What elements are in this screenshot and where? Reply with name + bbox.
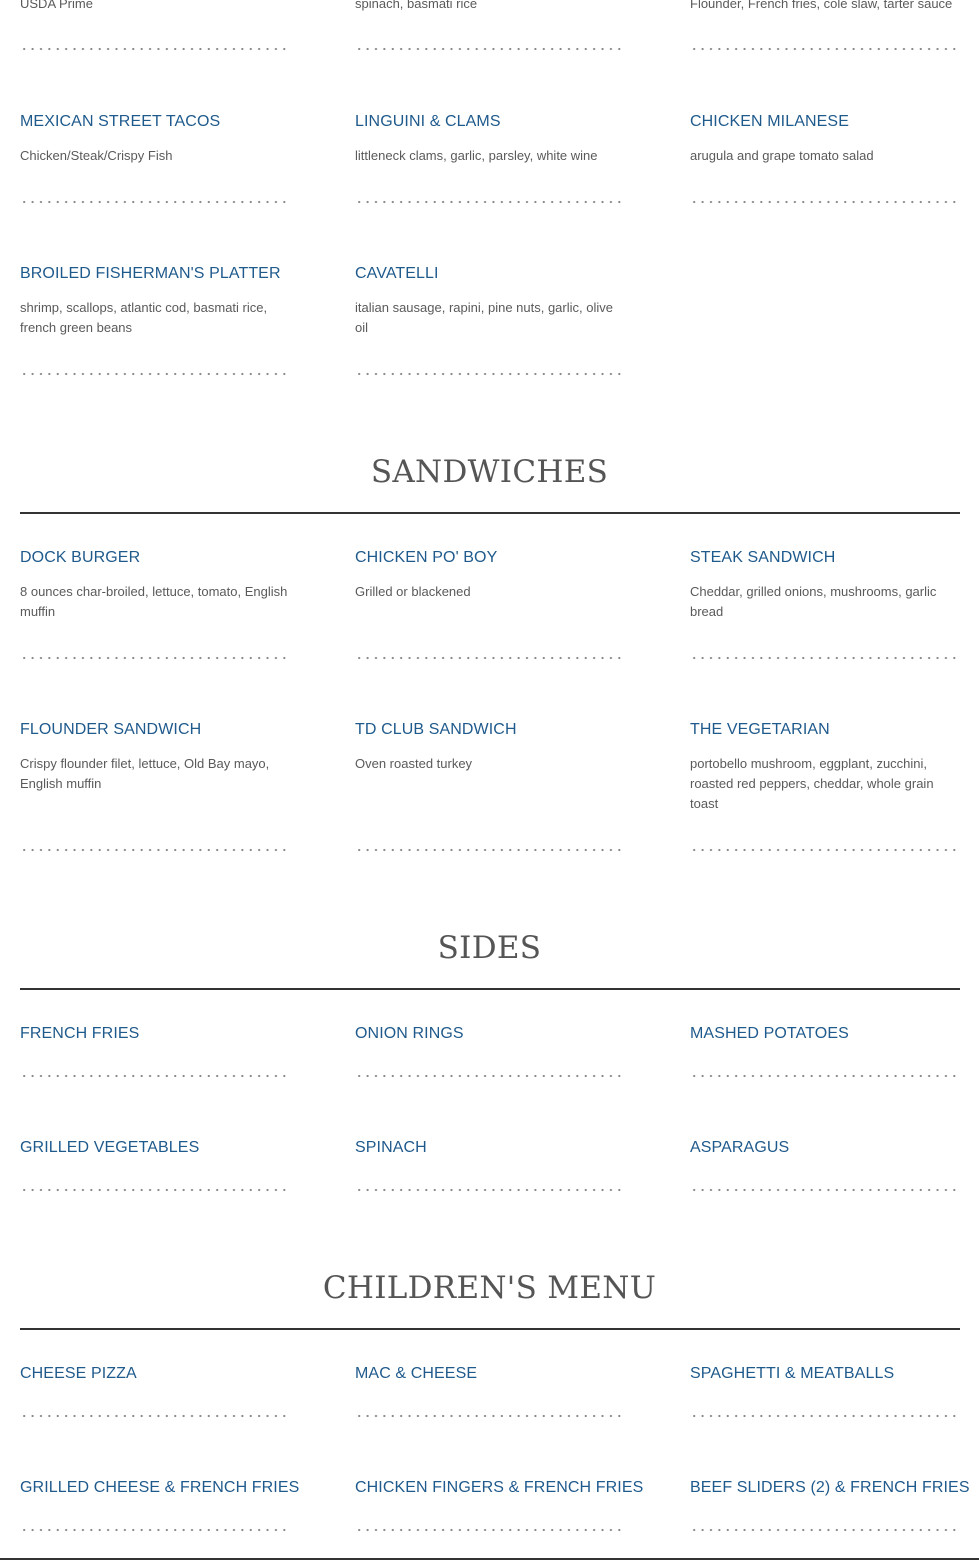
item-name: CHICKEN FINGERS & FRENCH FRIES (355, 1479, 644, 1496)
item-name: GRILLED VEGETABLES (20, 1139, 200, 1156)
dotted-leader (355, 655, 625, 661)
page-bottom-divider (0, 1558, 979, 1560)
dotted-leader (355, 46, 625, 52)
section-title-sandwiches: SANDWICHES (370, 454, 609, 490)
item-name: TD CLUB SANDWICH (355, 721, 517, 738)
item-description: italian sausage, rapini, pine nuts, garlic, olive oil (355, 300, 613, 335)
item-name: SPINACH (355, 1139, 427, 1156)
item-description: Oven roasted turkey (355, 756, 473, 771)
item-name: THE VEGETARIAN (690, 721, 830, 738)
dotted-leader (690, 1187, 960, 1193)
item-description: portobello mushroom, eggplant, zucchini, roasted red peppers, cheddar, whole grain toast (690, 756, 934, 811)
dotted-leader (355, 1187, 625, 1193)
dotted-leader (355, 847, 625, 853)
item-name: FRENCH FRIES (20, 1025, 140, 1042)
item-name: ASPARAGUS (690, 1139, 790, 1156)
item-description: Cheddar, grilled onions, mushrooms, garlic bread (690, 584, 937, 619)
dotted-leader (355, 1527, 625, 1533)
dotted-leader (20, 1527, 290, 1533)
section-divider (20, 1328, 960, 1330)
item-name: STEAK SANDWICH (690, 549, 836, 566)
dotted-leader (355, 199, 625, 205)
item-name: CAVATELLI (355, 265, 439, 282)
item-name: FLOUNDER SANDWICH (20, 721, 202, 738)
item-description: Crispy flounder filet, lettuce, Old Bay mayo, English muffin (20, 756, 270, 791)
item-name: DOCK BURGER (20, 549, 141, 566)
dotted-leader (20, 1187, 290, 1193)
item-description: Chicken/Steak/Crispy Fish (20, 148, 173, 163)
item-name: CHICKEN PO' BOY (355, 549, 498, 566)
item-description: USDA Prime (20, 0, 93, 11)
dotted-leader (355, 1413, 625, 1419)
dotted-leader (690, 1527, 960, 1533)
item-description: shrimp, scallops, atlantic cod, basmati rice, french green beans (20, 300, 268, 335)
dotted-leader (690, 847, 960, 853)
dotted-leader (690, 46, 960, 52)
dotted-leader (690, 199, 960, 205)
dotted-leader (20, 847, 290, 853)
section-title-childrens-menu: CHILDREN'S MENU (322, 1270, 657, 1306)
dotted-leader (20, 655, 290, 661)
item-name: MAC & CHEESE (355, 1365, 478, 1382)
item-description: arugula and grape tomato salad (690, 148, 874, 163)
dotted-leader (355, 371, 625, 377)
section-title-sides: SIDES (437, 930, 542, 966)
item-name: CHICKEN MILANESE (690, 113, 849, 130)
item-name: BROILED FISHERMAN'S PLATTER (20, 265, 281, 282)
item-name: LINGUINI & CLAMS (355, 113, 501, 130)
item-description: Grilled or blackened (355, 584, 471, 599)
dotted-leader (20, 199, 290, 205)
item-description: 8 ounces char-broiled, lettuce, tomato, English muffin (20, 584, 288, 619)
dotted-leader (20, 46, 290, 52)
item-description: Flounder, French fries, cole slaw, tarter sauce (690, 0, 953, 11)
dotted-leader (20, 1073, 290, 1079)
item-name: MEXICAN STREET TACOS (20, 113, 221, 130)
section-divider (20, 512, 960, 514)
dotted-leader (20, 1413, 290, 1419)
dotted-leader (20, 371, 290, 377)
item-description: spinach, basmati rice (355, 0, 478, 11)
item-name: CHEESE PIZZA (20, 1365, 137, 1382)
item-name: MASHED POTATOES (690, 1025, 849, 1042)
dotted-leader (355, 1073, 625, 1079)
item-description: littleneck clams, garlic, parsley, white wine (355, 148, 598, 163)
item-name: GRILLED CHEESE & FRENCH FRIES (20, 1479, 300, 1496)
dotted-leader (690, 655, 960, 661)
item-name: ONION RINGS (355, 1025, 464, 1042)
dotted-leader (690, 1413, 960, 1419)
section-divider (20, 988, 960, 990)
item-name: SPAGHETTI & MEATBALLS (690, 1365, 895, 1382)
item-name: BEEF SLIDERS (2) & FRENCH FRIES (690, 1479, 970, 1496)
dotted-leader (690, 1073, 960, 1079)
